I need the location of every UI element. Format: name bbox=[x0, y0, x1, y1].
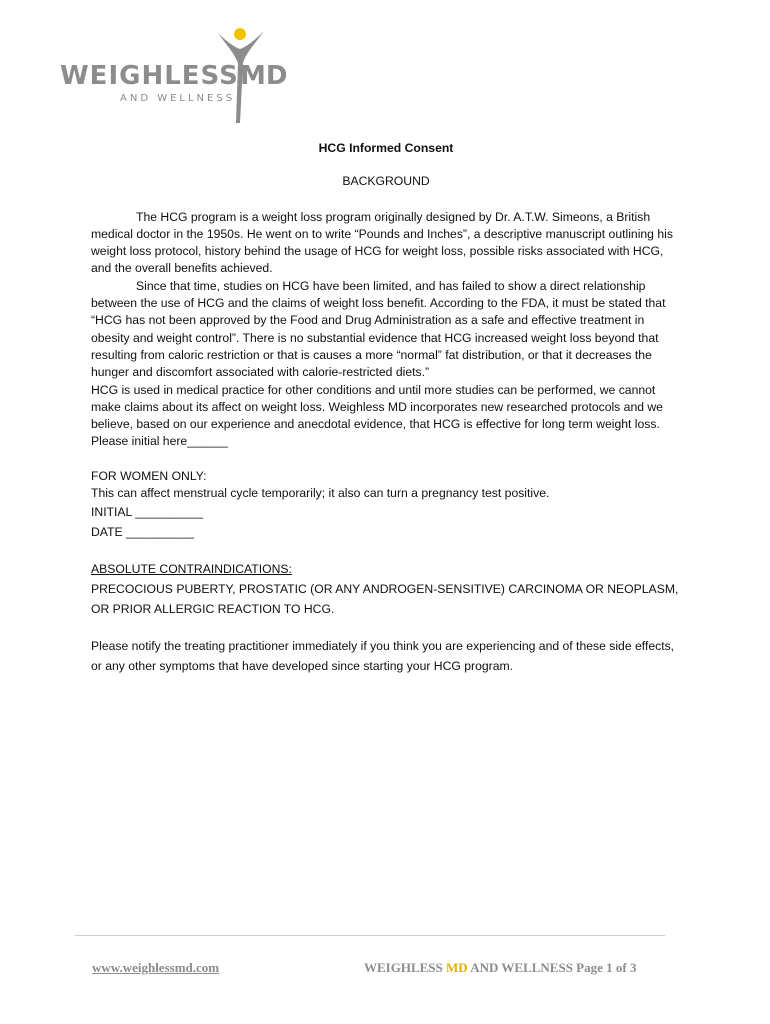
footer-md-text: MD bbox=[446, 960, 468, 975]
logo-subtitle: AND WELLNESS bbox=[120, 93, 236, 104]
contraindications-text: PRECOCIOUS PUBERTY, PROSTATIC (OR ANY ANDROGEN-SENSITIVE) CARCINOMA OR NEOPLASM, OR PRIOR ALLERGIC REACTION TO HCG. bbox=[91, 582, 679, 617]
contraindications-heading: ABSOLUTE CONTRAINDICATIONS: bbox=[91, 562, 292, 577]
footer-page-number: AND WELLNESS Page 1 of 3 bbox=[467, 960, 637, 975]
section-heading-background: BACKGROUND bbox=[342, 174, 430, 189]
weighless-md-logo bbox=[60, 25, 300, 125]
website-link[interactable]: www.weighlessmd.com bbox=[92, 960, 220, 975]
initial-field[interactable]: INITIAL __________ bbox=[91, 505, 204, 520]
footer-page-info bbox=[364, 960, 636, 976]
women-only-text: This can affect menstrual cycle temporarily; it also can turn a pregnancy test positive. bbox=[91, 486, 550, 501]
notify-practitioner-text: Please notify the treating practitioner immediately if you think you are experiencing and of these side effects, or any other symptoms that have developed since starting your HCG program. bbox=[91, 639, 675, 674]
footer-divider bbox=[75, 935, 665, 936]
paragraph-fda: Since that time, studies on HCG have been limited, and has failed to show a direct relationship between the use of HCG and the claims of weight loss benefit. According to the FDA, it must be stated that “HCG has not been approved by the Food and Drug Administration as a safe and effective treatment in obesity and weight control”. There is no substantial evidence that HCG increased weight loss beyond that resulting from caloric restriction or that is causes a more “normal” fat distribution, or that it decreases the hunger and discomfort associated with calorie-restricted diets.” bbox=[91, 278, 666, 380]
women-only-heading: FOR WOMEN ONLY: bbox=[91, 468, 207, 483]
footer-brand-text: WEIGHLESS bbox=[364, 960, 447, 975]
paragraph-history: The HCG program is a weight loss program originally designed by Dr. A.T.W. Simeons, a British medical doctor in the 1950s. He went on to write “Pounds and Inches”, a descriptive manuscript outlining his weight loss protocol, history behind the usage of HCG for weight loss, possible risks associated with HCG, and the overall benefits achieved. bbox=[91, 209, 673, 276]
date-field[interactable]: DATE __________ bbox=[91, 525, 194, 540]
initial-here-line[interactable]: Please initial here______ bbox=[91, 434, 228, 449]
logo-md-text: MD bbox=[240, 61, 288, 91]
document-title: HCG Informed Consent bbox=[318, 141, 454, 155]
document-body bbox=[91, 140, 681, 676]
paragraph-practice: HCG is used in medical practice for other conditions and until more studies can be performed, we cannot make claims about its affect on weight loss. Weighless MD incorporates new researched protocols and we believe, based on our experience and anecdotal evidence, that HCG is effective for long term weight loss. bbox=[91, 382, 663, 432]
logo-brand-text: WEIGHLESS bbox=[60, 61, 239, 91]
